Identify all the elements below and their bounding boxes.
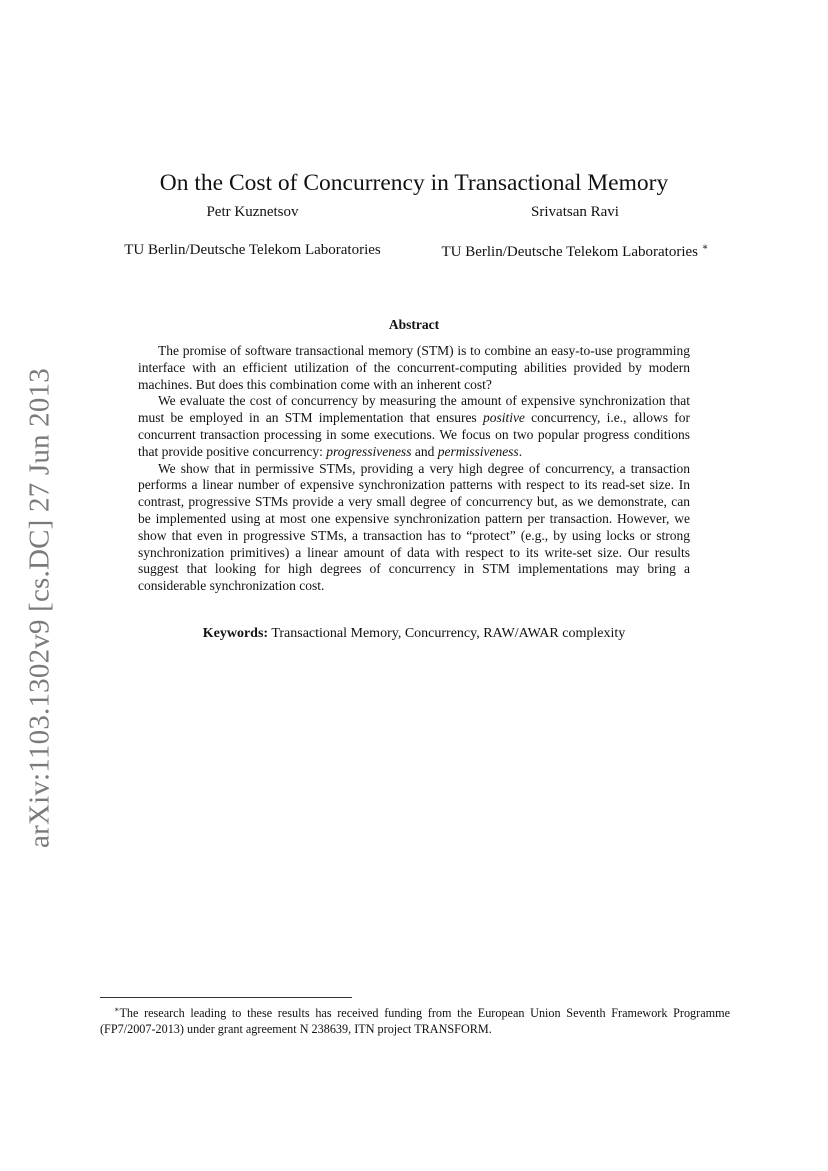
abstract-heading: Abstract [388, 317, 440, 332]
footnote-rule [100, 997, 352, 998]
author-name: Srivatsan Ravi [531, 204, 619, 220]
keywords-label: Keywords: [202, 626, 269, 641]
arxiv-identifier-stamp: arXiv:1103.1302v9 [cs.DC] 27 Jun 2013 [23, 368, 56, 848]
paper-title: On the Cost of Concurrency in Transactional Memory [159, 169, 669, 196]
footnote-text: The research leading to these results has received funding from the European Union Seventh Framework Programme (FP7/2007-2013) under grant agreement N 238639, ITN project TRANSFORM. [100, 1006, 730, 1037]
footnote [100, 1002, 730, 1037]
footnote-mark: ∗ [114, 1005, 120, 1014]
affiliation-text: TU Berlin/Deutsche Telekom Laboratories [124, 242, 381, 258]
affiliation-text: TU Berlin/Deutsche Telekom Laboratories [441, 244, 698, 260]
emphasis-progressiveness: progressiveness [326, 443, 412, 459]
author-block-1 [100, 204, 405, 259]
abstract-text: . [518, 443, 523, 459]
abstract-text: We evaluate the cost of concurrency by measuring the amount of expensive synchronization that must be employed in an STM implementation that ensures [138, 393, 690, 426]
keywords-text: Transactional Memory, Concurrency, RAW/AWAR complexity [271, 626, 626, 641]
author-name: Petr Kuznetsov [206, 204, 299, 220]
author-affiliation [420, 242, 730, 261]
abstract-text: and [411, 443, 438, 459]
emphasis-permissiveness: permissiveness [437, 443, 519, 459]
author-block-2 [420, 204, 730, 261]
author-affiliation [100, 242, 405, 259]
emphasis-positive: positive [482, 410, 525, 426]
abstract-paragraph-3: We show that in permissive STMs, providing a very high degree of concurrency, a transaction performs a linear number of expensive synchronization patterns with respect to its read-set size. In contrast, progressive STMs provide a very small degree of concurrency but, as we demonstrate, can be implemented using at most one expensive synchronization pattern per transaction. However, we show that even in progressive STMs, a transaction has to “protect” (e.g., by using locks or strong synchronization primitives) a linear amount of data with respect to its write-set size. Our results suggest that looking for high degrees of concurrency in STM implementations may bring a considerable synchronization cost. [138, 460, 690, 594]
keywords-line [0, 626, 828, 642]
abstract-body [138, 343, 690, 595]
abstract-paragraph-2 [138, 393, 690, 460]
abstract-text: concurrency, i.e., allows for concurrent transaction processing in some executions. We focus on two popular progress conditions that provide positive concurrency: [138, 410, 690, 459]
abstract-paragraph-1: The promise of software transactional memory (STM) is to combine an easy-to-use programming interface with an efficient utilization of the concurrent-computing abilities provided by modern machines. But does this combination come with an inherent cost? [138, 343, 690, 392]
footnote-mark: ∗ [701, 242, 709, 253]
